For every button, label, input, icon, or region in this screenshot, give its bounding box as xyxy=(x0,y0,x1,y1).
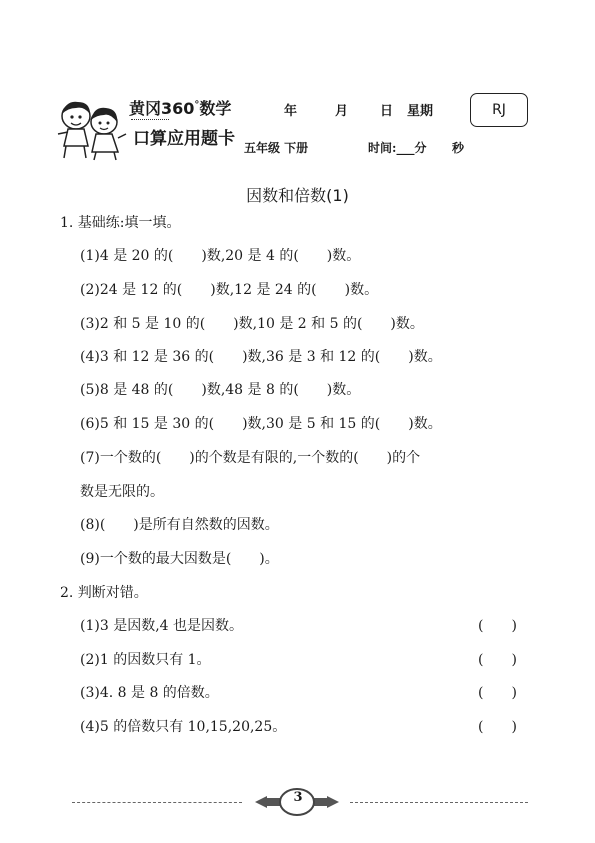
date-year-label: 年 xyxy=(284,104,298,119)
judge-item: (3)4. 8 是 8 的倍数。 xyxy=(80,685,219,701)
section2-heading: 2. 判断对错。 xyxy=(60,585,148,601)
time-label-text: 时间: xyxy=(368,141,397,155)
judge-item: (1)3 是因数,4 也是因数。 xyxy=(80,618,243,634)
fill-item: (4)3 和 12 是 36 的( )数,36 是 3 和 12 的( )数。 xyxy=(80,349,442,365)
brand-name xyxy=(129,96,231,119)
time-blank: ___ xyxy=(396,141,415,155)
time-label xyxy=(368,139,426,156)
fill-item: (3)2 和 5 是 10 的( )数,10 是 2 和 5 的( )数。 xyxy=(80,316,424,332)
grade-label: 五年级 下册 xyxy=(244,141,309,155)
brand-subtitle: 口算应用题卡 xyxy=(133,129,235,149)
fill-item: (7)一个数的( )的个数是有限的,一个数的( )的个 xyxy=(80,450,421,466)
footer-divider-left xyxy=(72,802,242,803)
answer-paren: ( ) xyxy=(478,719,517,735)
page-title: 因数和倍数(1) xyxy=(246,186,349,205)
fill-item: (1)4 是 20 的( )数,20 是 4 的( )数。 xyxy=(80,248,361,264)
fill-item: (6)5 和 15 是 30 的( )数,30 是 5 和 15 的( )数。 xyxy=(80,416,442,432)
answer-paren: ( ) xyxy=(478,618,517,634)
page-number: 3 xyxy=(293,790,303,805)
section1-heading: 1. 基础练:填一填。 xyxy=(60,215,181,231)
second-label: 秒 xyxy=(452,141,465,155)
cartoon-kids-logo xyxy=(54,96,128,162)
brand-name-a: 黄冈360 xyxy=(129,99,195,118)
date-day-label: 日 xyxy=(380,104,394,119)
date-month-label: 月 xyxy=(335,104,349,119)
edition-badge: RJ xyxy=(470,93,528,127)
brand-degree: ° xyxy=(194,99,200,111)
fill-item: (9)一个数的最大因数是( )。 xyxy=(80,551,279,567)
fill-item-continued: 数是无限的。 xyxy=(80,484,164,500)
footer-divider-right xyxy=(350,802,528,803)
answer-paren: ( ) xyxy=(478,685,517,701)
judge-item: (2)1 的因数只有 1。 xyxy=(80,652,211,668)
brand-divider xyxy=(131,119,169,120)
judge-item: (4)5 的倍数只有 10,15,20,25。 xyxy=(80,719,287,735)
fill-item: (2)24 是 12 的( )数,12 是 24 的( )数。 xyxy=(80,282,379,298)
date-weekday-label: 星期 xyxy=(407,104,434,119)
fill-item: (5)8 是 48 的( )数,48 是 8 的( )数。 xyxy=(80,382,361,398)
answer-paren: ( ) xyxy=(478,652,517,668)
fill-item: (8)( )是所有自然数的因数。 xyxy=(80,517,279,533)
brand-name-b: 数学 xyxy=(199,99,232,118)
minute-label: 分 xyxy=(414,141,427,155)
